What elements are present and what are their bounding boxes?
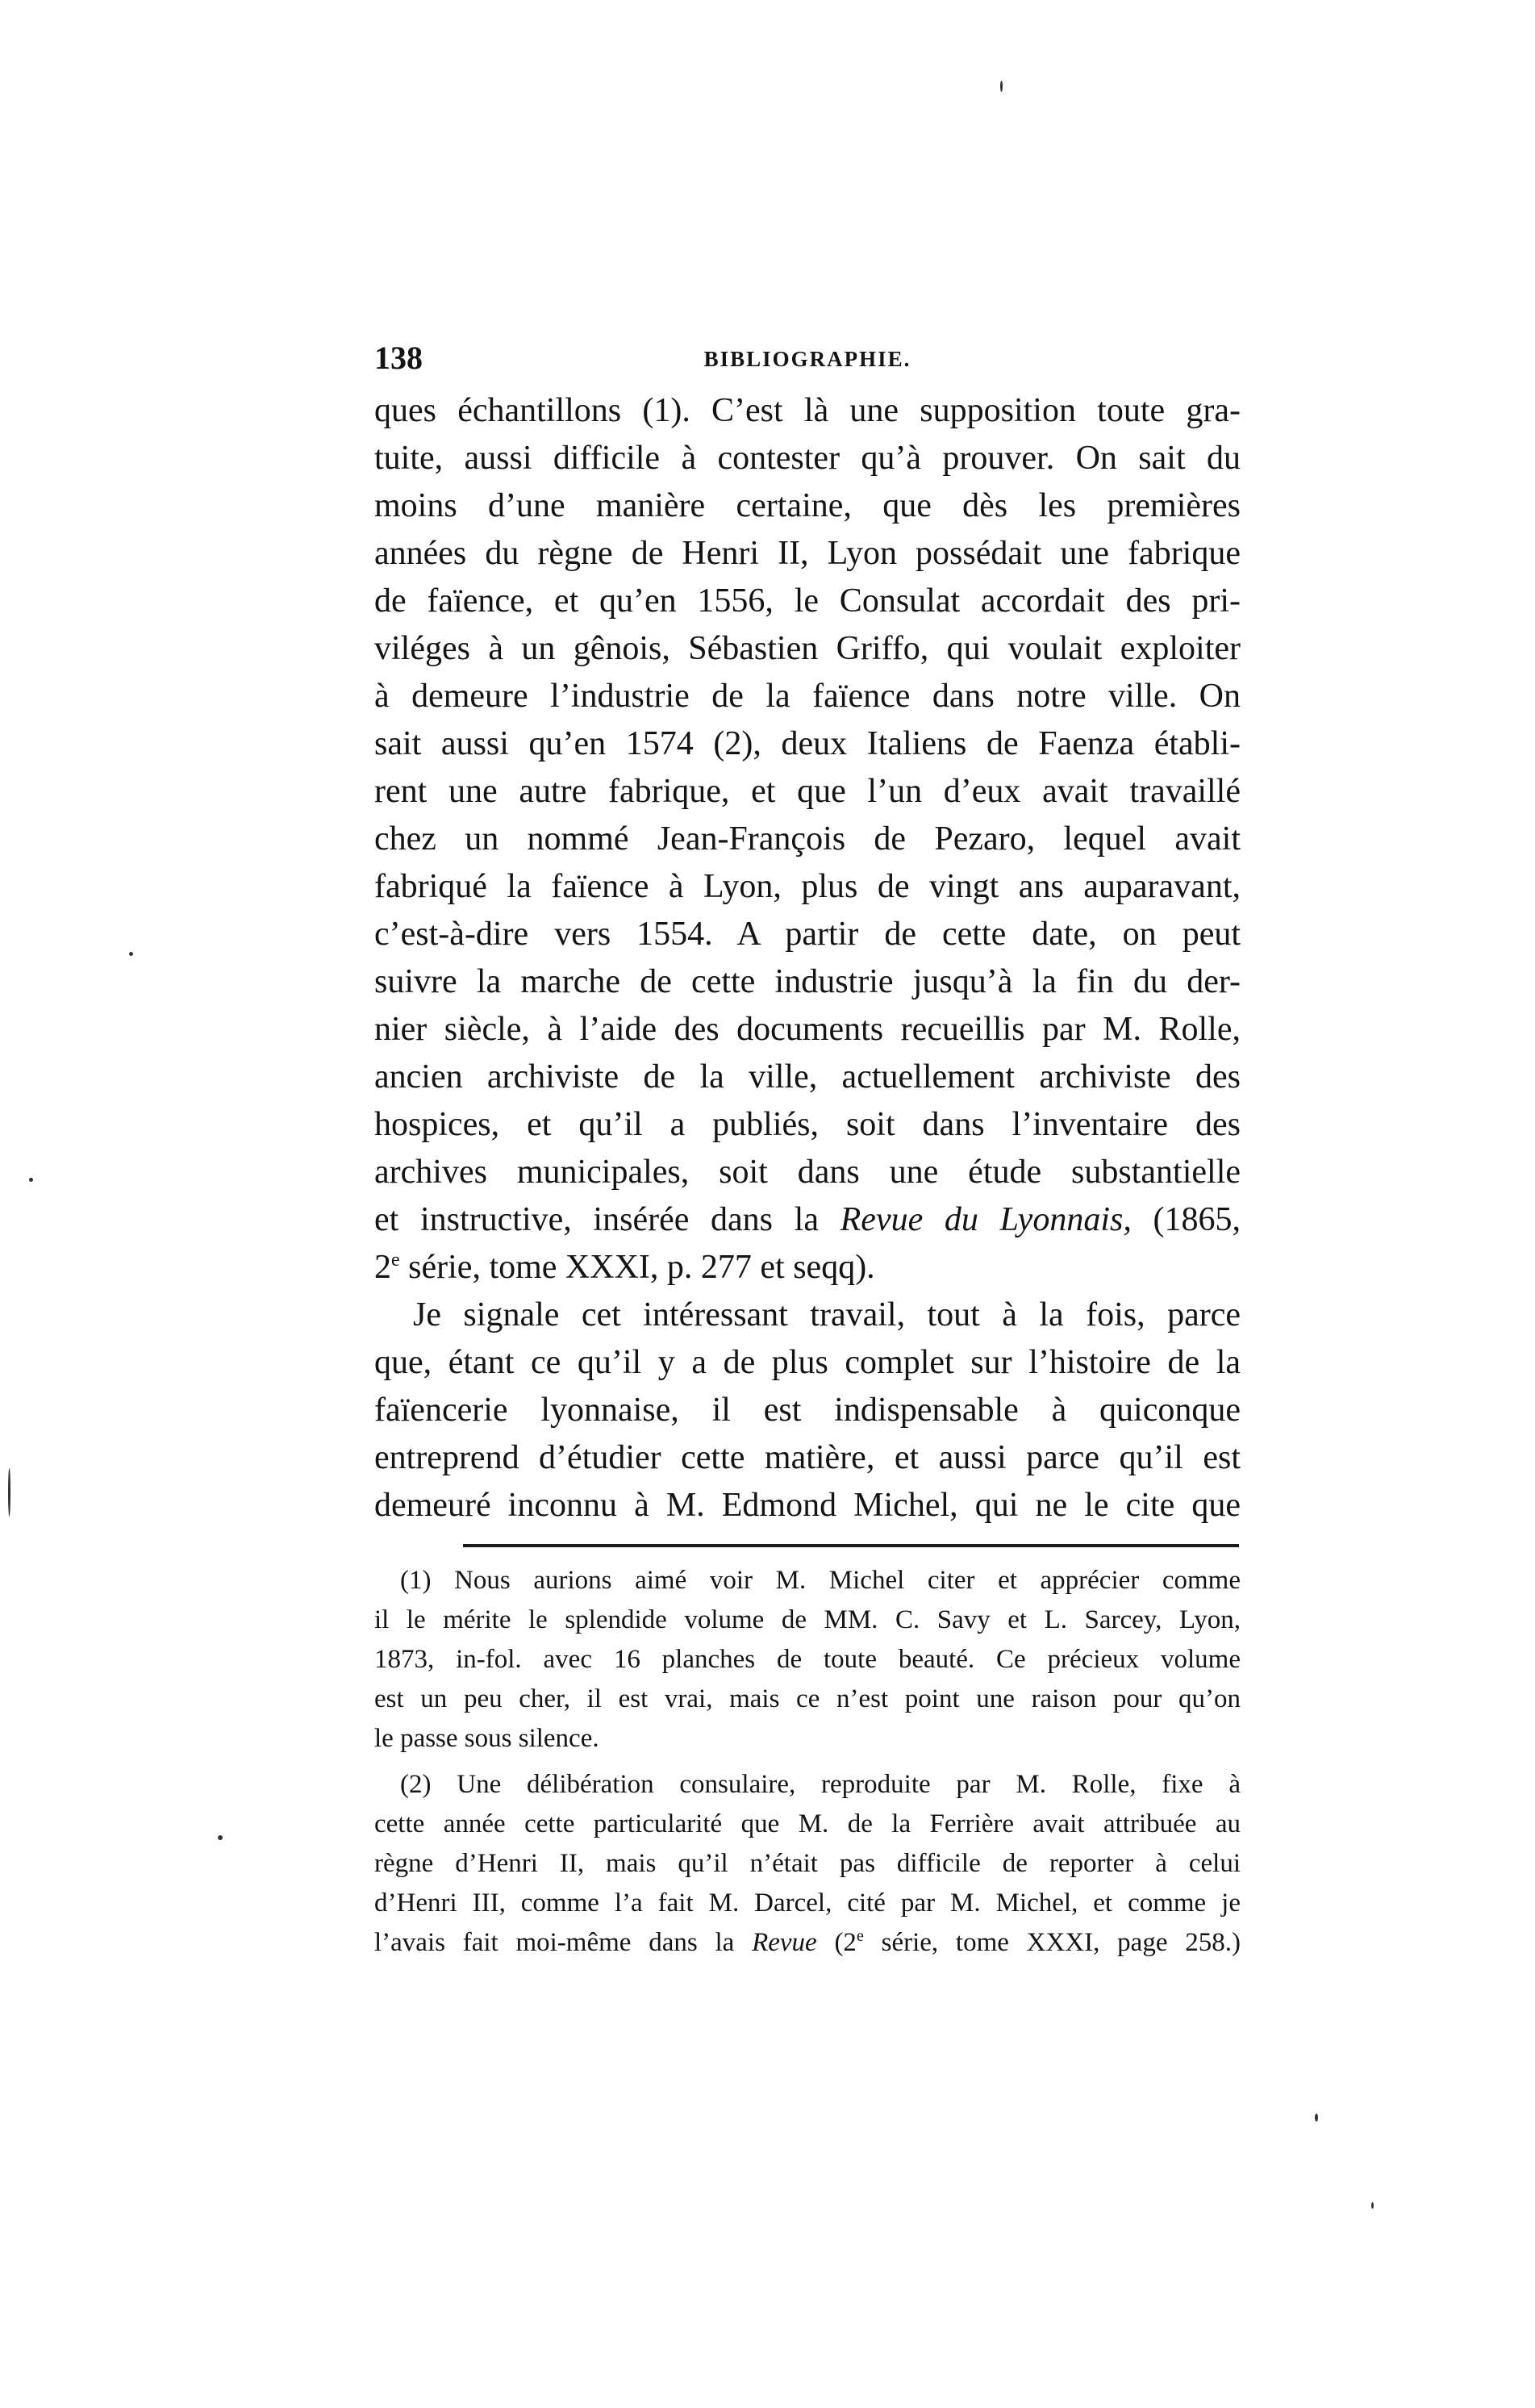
text-line: fabriqué la faïence à Lyon, plus de vingt ans auparavant, (374, 868, 1241, 905)
page-number: 138 (374, 340, 423, 376)
text-line-revue (374, 1196, 1241, 1244)
footnote-line: le passe sous silence. (374, 1724, 599, 1753)
text-line: faïencerie lyonnaise, il est indispensable à quiconque (374, 1392, 1241, 1429)
text-line: que, étant ce qu’il y a de plus complet sur l’histoire de la (374, 1344, 1241, 1381)
footnote-line-revue (374, 1923, 1241, 1963)
revue-after: (1865, (1131, 1201, 1241, 1238)
footnote-line: (2) Une délibération consulaire, reproduite par M. Rolle, fixe à (400, 1770, 1241, 1799)
footnote-line: il le mérite le splendide volume de MM. C. Savy et L. Sarcey, Lyon, (374, 1605, 1241, 1634)
footnote-line: est un peu cher, il est vrai, mais ce n’est point une raison pour qu’on (374, 1684, 1241, 1713)
text-line: Je signale cet intéressant travail, tout à la fois, parce (413, 1296, 1241, 1333)
footnote-line: règne d’Henri II, mais qu’il n’était pas difficile de reporter à celui (374, 1849, 1241, 1878)
text-line: suivre la marche de cette industrie jusqu’à la fin du der- (374, 963, 1241, 1000)
fn-revue-before: l’avais fait moi-même dans la (374, 1928, 753, 1957)
text-line: de faïence, et qu’en 1556, le Consulat accordait des pri- (374, 582, 1241, 620)
text-line: demeuré inconnu à M. Edmond Michel, qui ne le cite que (374, 1487, 1241, 1524)
footnote-line: 1873, in-fol. avec 16 planches de toute beauté. Ce précieux volume (374, 1645, 1241, 1674)
text-line: hospices, et qu’il a publiés, soit dans l’inventaire des (374, 1106, 1241, 1143)
scan-speck (129, 952, 133, 956)
text-line: archives municipales, soit dans une étude substantielle (374, 1154, 1241, 1191)
fn-superscript: e (856, 1927, 864, 1945)
text-line: à demeure l’industrie de la faïence dans notre ville. On (374, 678, 1241, 715)
text-line: moins d’une manière certaine, que dès les premières (374, 487, 1241, 524)
revue-before: et instructive, insérée dans la (374, 1201, 840, 1238)
text-line: ques échantillons (1). C’est là une supposition toute gra- (374, 392, 1241, 429)
page-header (374, 339, 1241, 387)
scan-speck (218, 1835, 223, 1840)
revue-title: Revue du Lyonnais, (840, 1201, 1132, 1238)
main-text (374, 387, 1241, 1530)
text-line: ancien archiviste de la ville, actuellement archiviste des (374, 1058, 1241, 1095)
text-line: tuite, aussi difficile à contester qu’à prouver. On sait du (374, 440, 1241, 477)
text-line: années du règne de Henri II, Lyon possédait une fabrique (374, 535, 1241, 572)
footnote-line: cette année cette particularité que M. de la Ferrière avait attribuée au (374, 1809, 1241, 1838)
scan-speck (8, 1468, 10, 1517)
text-line: chez un nommé Jean-François de Pezaro, lequel avait (374, 820, 1241, 858)
footnotes (374, 1561, 1241, 1963)
scan-speck (1315, 2114, 1318, 2122)
text-line: rent une autre fabrique, et que l’un d’eux avait travaillé (374, 773, 1241, 810)
text-line: nier siècle, à l’aide des documents recueillis par M. Rolle, (374, 1011, 1241, 1048)
text-line: sait aussi qu’en 1574 (2), deux Italiens de Faenza établi- (374, 725, 1241, 762)
footnote-line: d’Henri III, comme l’a fait M. Darcel, cité par M. Michel, et comme je (374, 1888, 1241, 1918)
fn-revue-end: série, tome XXXI, page 258.) (863, 1928, 1241, 1957)
footnote-rule (463, 1544, 1239, 1547)
running-title: BIBLIOGRAPHIE. (703, 347, 911, 371)
scan-speck (29, 1178, 33, 1182)
fn-revue-after: (2 (816, 1928, 857, 1957)
series-superscript: e (391, 1250, 400, 1271)
text-line: viléges à un gênois, Sébastien Griffo, qui voulait exploiter (374, 630, 1241, 667)
footnote-line: (1) Nous aurions aimé voir M. Michel citer et apprécier comme (400, 1566, 1241, 1595)
text-line: entreprend d’étudier cette matière, et aussi parce qu’il est (374, 1439, 1241, 1476)
scan-speck (1000, 81, 1003, 92)
scan-speck (1371, 2202, 1374, 2209)
series-number: 2 (374, 1249, 391, 1286)
fn-revue-title: Revue (752, 1928, 817, 1957)
series-rest: série, tome XXXI, p. 277 et seqq). (399, 1249, 875, 1286)
text-line-series (374, 1244, 1241, 1292)
text-line: c’est-à-dire vers 1554. A partir de cette date, on peut (374, 916, 1241, 953)
